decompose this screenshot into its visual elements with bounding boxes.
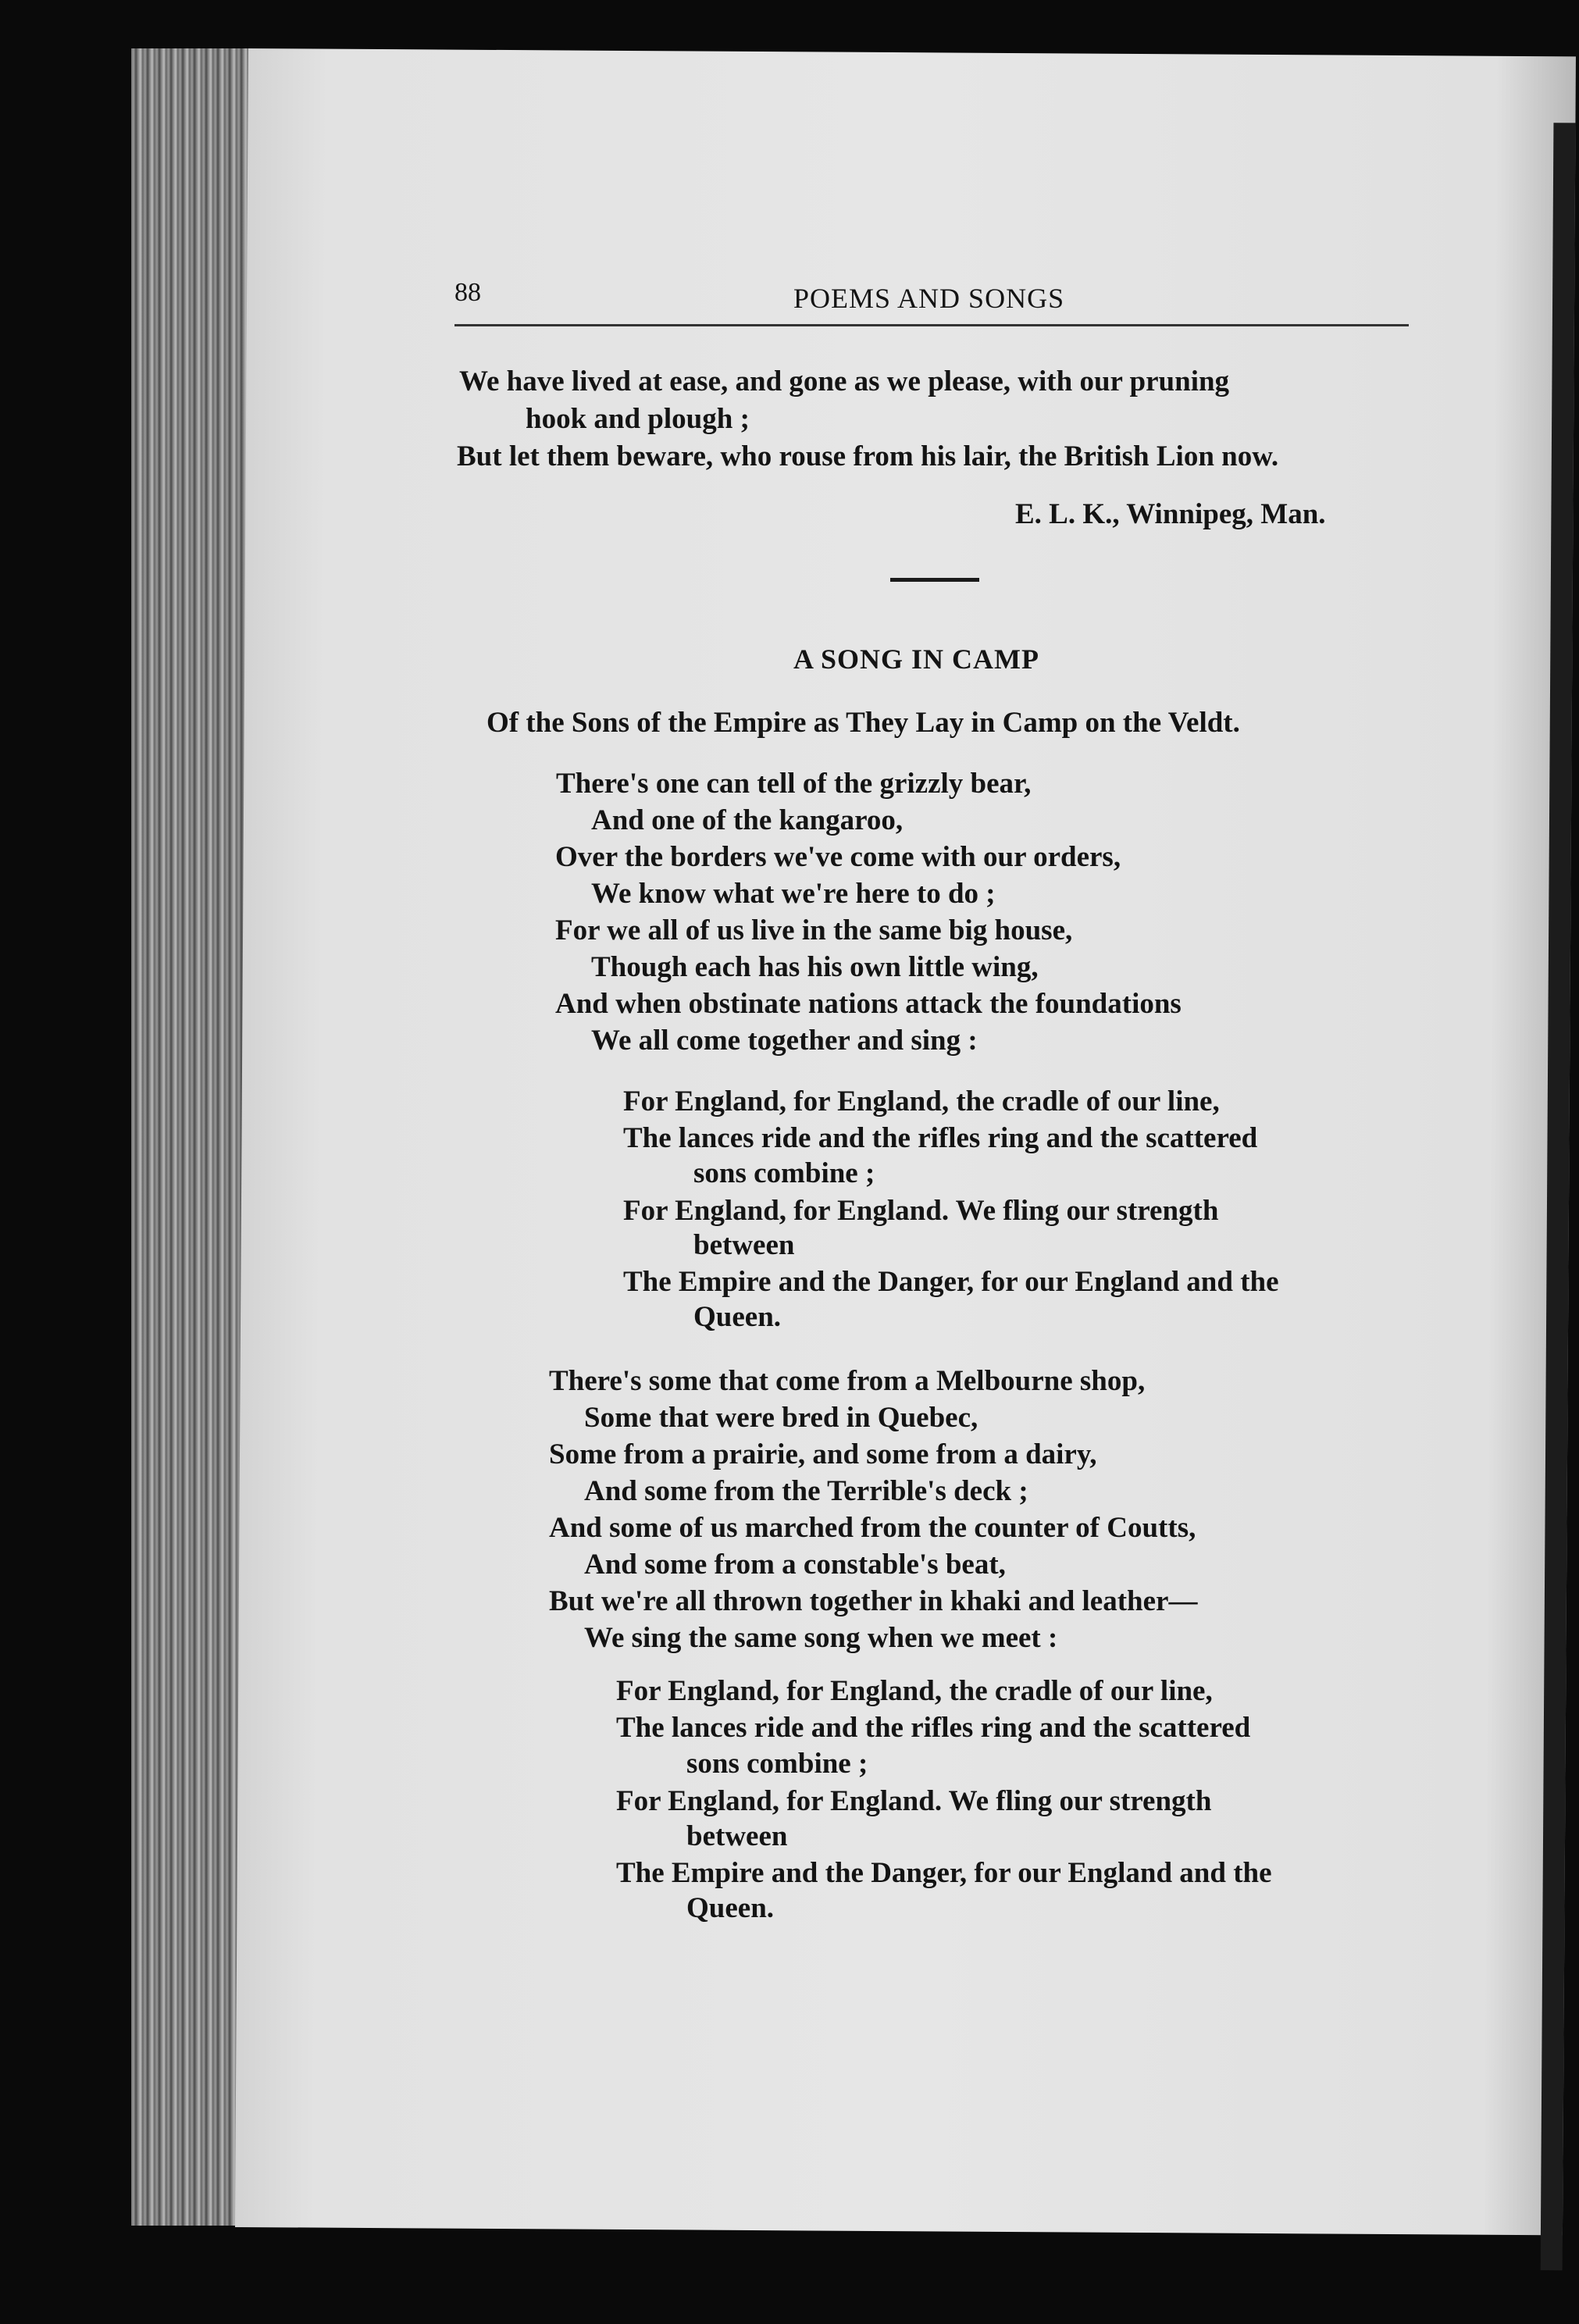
section-separator (890, 578, 979, 582)
chorus-2-line: For England, for England. We fling our strength (616, 1785, 1212, 1817)
chorus-1-line: The Empire and the Danger, for our England and the (623, 1266, 1279, 1298)
stanza-1-line: And one of the kangaroo, (591, 804, 904, 836)
stanza-2-line: There's some that come from a Melbourne shop, (549, 1365, 1146, 1397)
chorus-2-line: The lances ride and the rifles ring and the scattered (616, 1712, 1251, 1744)
stanza-2-line: Some from a prairie, and some from a dairy, (549, 1438, 1097, 1470)
chorus-1-line: sons combine ; (693, 1157, 875, 1189)
stanza-1-line: Though each has his own little wing, (591, 951, 1039, 983)
stanza-1-line: There's one can tell of the grizzly bear, (556, 768, 1032, 800)
prev-poem-line: But let them beware, who rouse from his lair, the British Lion now. (457, 440, 1279, 472)
prev-poem-attribution: E. L. K., Winnipeg, Man. (1015, 498, 1326, 530)
page-gutter-shadow (1541, 123, 1576, 2270)
chorus-1-line: Queen. (693, 1301, 782, 1333)
poem-title: A SONG IN CAMP (793, 643, 1040, 675)
stanza-1-line: Over the borders we've come with our orders, (555, 841, 1121, 873)
chorus-2-line: sons combine ; (686, 1748, 868, 1780)
running-title: POEMS AND SONGS (793, 283, 1065, 314)
stanza-2-line: Some that were bred in Quebec, (584, 1402, 978, 1434)
chorus-1-line: The lances ride and the rifles ring and the scattered (623, 1122, 1258, 1154)
book-page-edges (131, 48, 252, 2226)
stanza-1-line: We know what we're here to do ; (591, 878, 996, 910)
chorus-2-line: The Empire and the Danger, for our England and the (616, 1857, 1272, 1889)
prev-poem-line: We have lived at ease, and gone as we please, with our pruning (459, 365, 1230, 397)
stanza-2-line: And some of us marched from the counter of Coutts, (549, 1512, 1196, 1544)
page-number: 88 (454, 278, 481, 307)
chorus-2-line: Queen. (686, 1892, 775, 1924)
stanza-1-line: We all come together and sing : (591, 1025, 978, 1057)
chorus-1-line: between (693, 1229, 795, 1261)
stanza-1-line: And when obstinate nations attack the foundations (555, 988, 1182, 1020)
poem-subtitle: Of the Sons of the Empire as They Lay in Camp on the Veldt. (487, 707, 1240, 739)
prev-poem-line: hook and plough ; (526, 403, 750, 435)
chorus-1-line: For England, for England. We fling our strength (623, 1195, 1219, 1227)
header-rule (454, 324, 1409, 326)
stanza-2-line: And some from a constable's beat, (584, 1549, 1006, 1581)
chorus-1-line: For England, for England, the cradle of our line, (623, 1085, 1220, 1117)
stanza-2-line: We sing the same song when we meet : (584, 1622, 1058, 1654)
stanza-2-line: And some from the Terrible's deck ; (584, 1475, 1028, 1507)
stanza-2-line: But we're all thrown together in khaki and leather— (549, 1585, 1198, 1617)
chorus-2-line: between (686, 1820, 788, 1852)
stanza-1-line: For we all of us live in the same big house, (555, 914, 1073, 946)
chorus-2-line: For England, for England, the cradle of our line, (616, 1675, 1213, 1707)
